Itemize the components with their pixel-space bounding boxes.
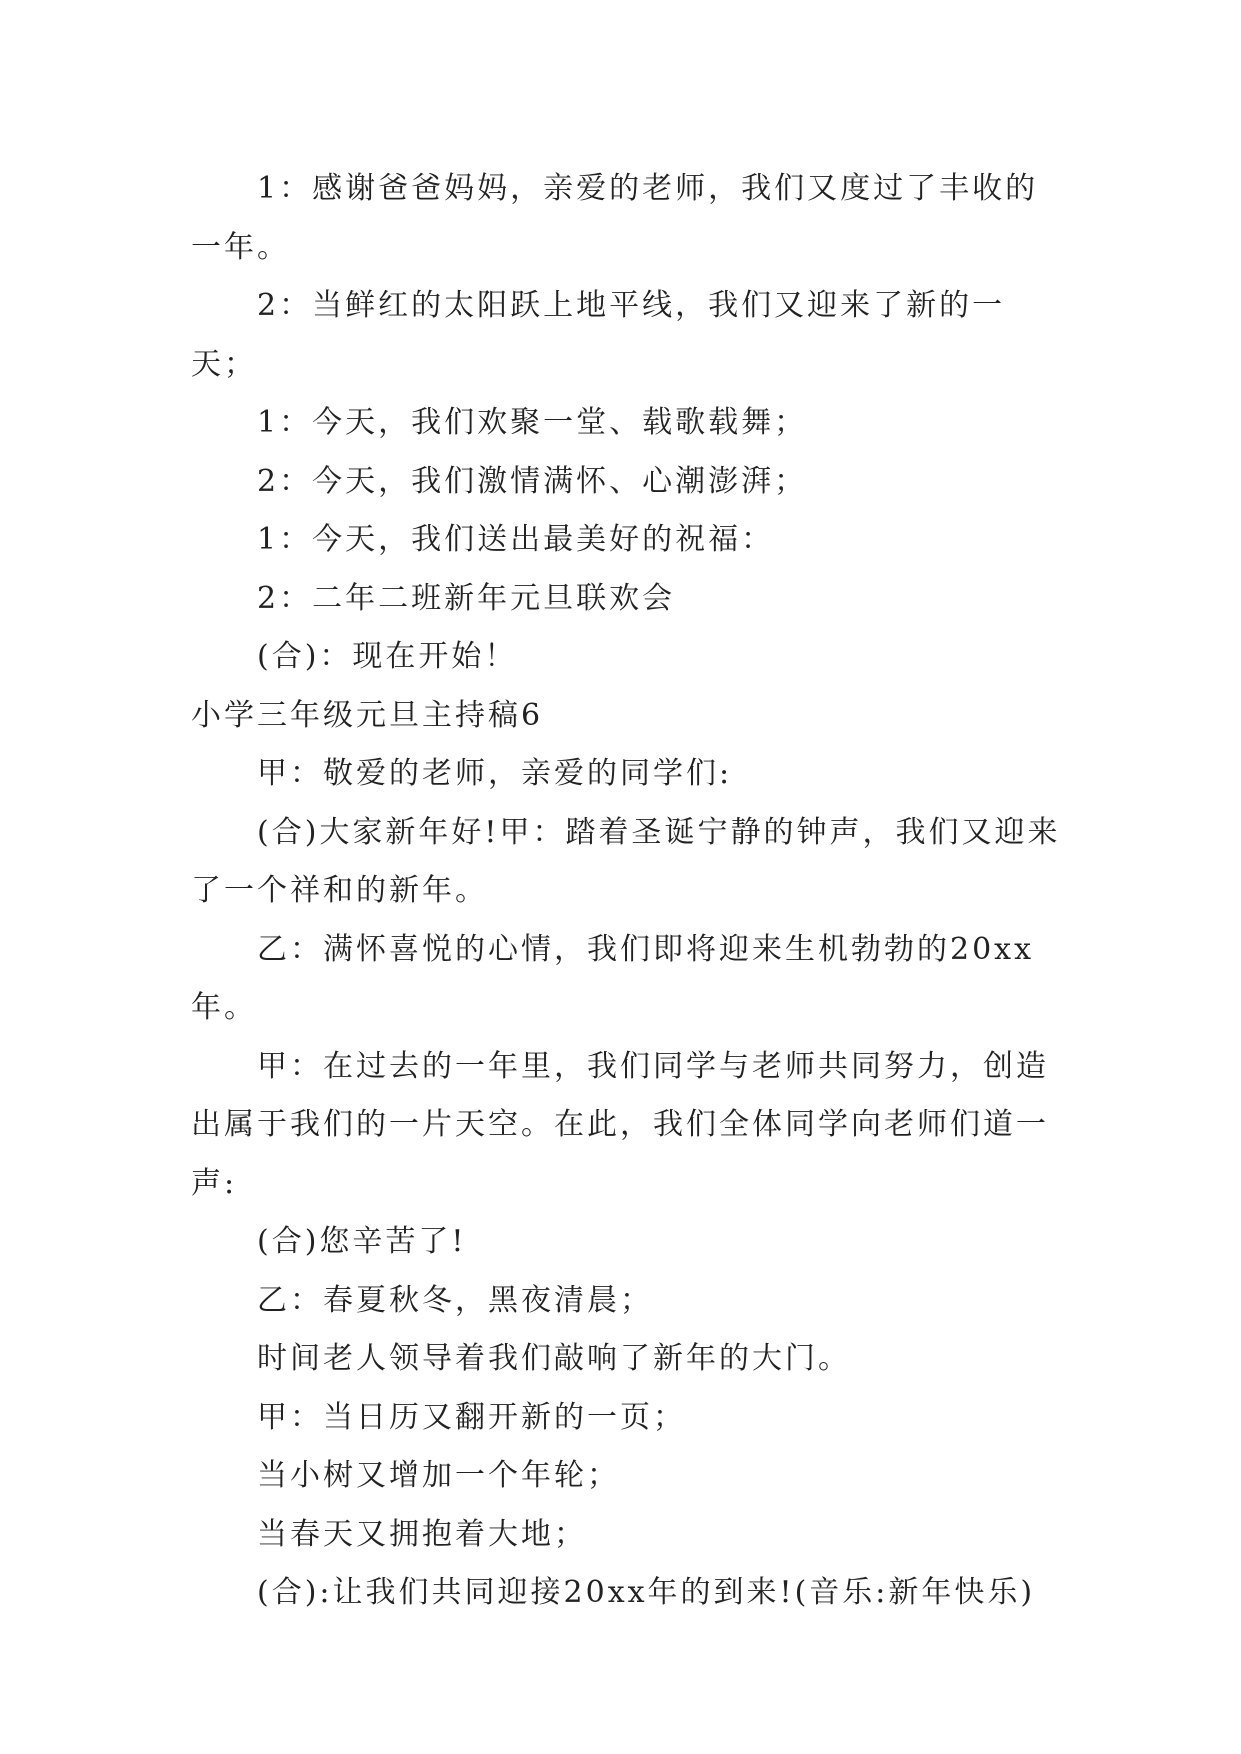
paragraph: 甲：敬爱的老师，亲爱的同学们: bbox=[257, 756, 733, 791]
document-body bbox=[191, 160, 1061, 1623]
paragraph: (合)您辛苦了! bbox=[257, 1224, 467, 1259]
paragraph: (合)：现在开始！ bbox=[257, 639, 518, 674]
paragraph: 甲：在过去的一年里，我们同学与老师共同努力，创造出属于我们的一片天空。在此，我们全体同学向老师们道一声: bbox=[191, 1048, 1049, 1201]
paragraph: 1：今天，我们欢聚一堂、载歌载舞； bbox=[257, 405, 808, 440]
paragraph: 2：二年二班新年元旦联欢会 bbox=[257, 580, 676, 616]
paragraph: 1：感谢爸爸妈妈，亲爱的老师，我们又度过了丰收的一年。 bbox=[191, 171, 1039, 265]
paragraph: 2：今天，我们激情满怀、心潮澎湃； bbox=[257, 463, 808, 499]
paragraph: 当小树又增加一个年轮； bbox=[257, 1458, 620, 1493]
paragraph: (合):让我们共同迎接20xx年的到来!(音乐:新年快乐) bbox=[257, 1575, 1036, 1610]
paragraph: 时间老人领导着我们敲响了新年的大门。 bbox=[257, 1341, 851, 1376]
paragraph: 乙：春夏秋冬，黑夜清晨； bbox=[257, 1282, 653, 1318]
paragraph: 甲：当日历又翻开新的一页； bbox=[257, 1399, 686, 1435]
paragraph: (合)大家新年好!甲：踏着圣诞宁静的钟声，我们又迎来了一个祥和的新年。 bbox=[191, 814, 1061, 908]
paragraph: 1：今天，我们送出最美好的祝福： bbox=[257, 522, 775, 557]
section-heading: 小学三年级元旦主持稿6 bbox=[191, 697, 544, 733]
paragraph: 2：当鲜红的太阳跃上地平线，我们又迎来了新的一天； bbox=[191, 288, 1006, 382]
paragraph: 当春天又拥抱着大地； bbox=[257, 1516, 587, 1552]
paragraph: 乙：满怀喜悦的心情，我们即将迎来生机勃勃的20xx年。 bbox=[191, 931, 1035, 1025]
